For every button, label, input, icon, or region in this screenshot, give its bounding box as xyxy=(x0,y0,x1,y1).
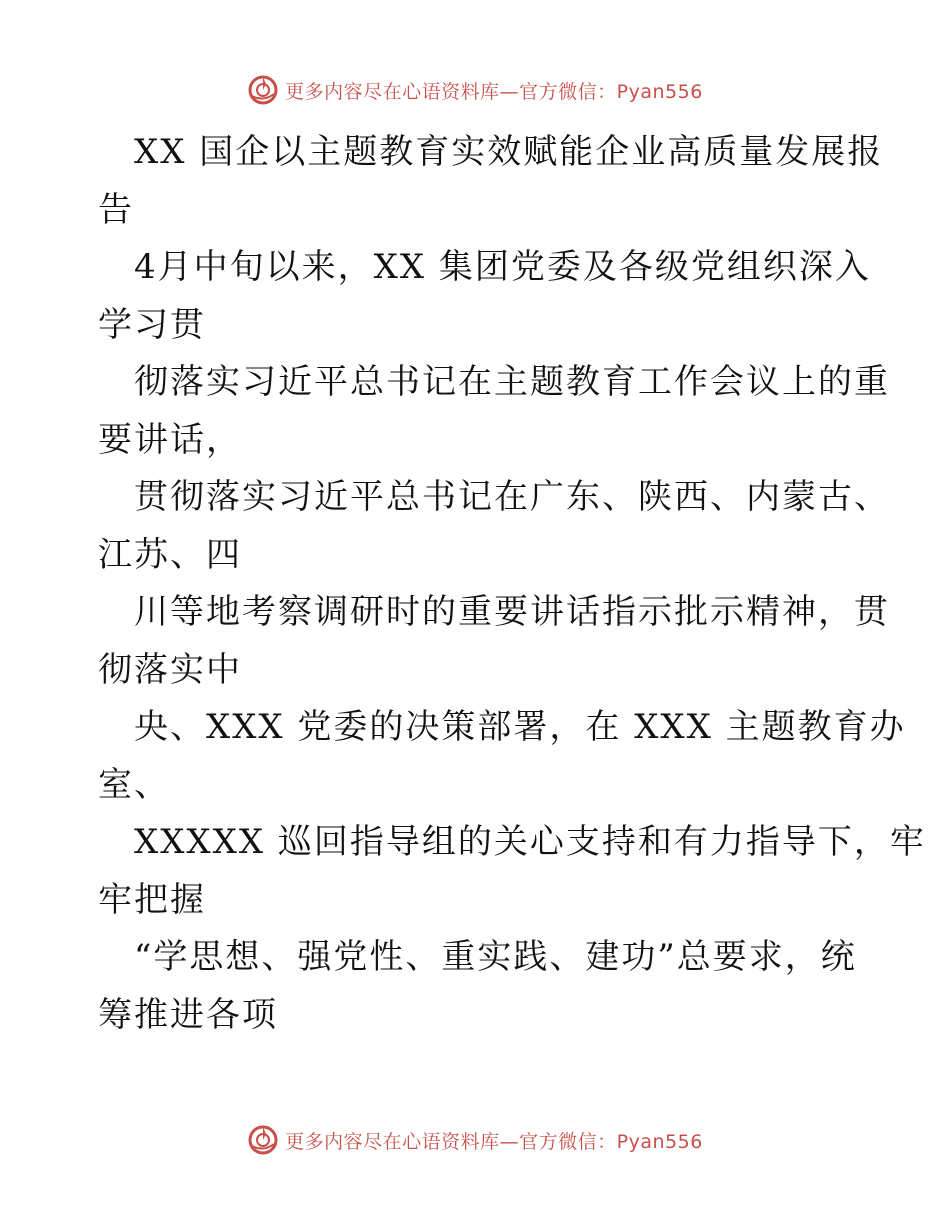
paragraph-line: 牢把握 xyxy=(98,879,206,920)
title-line-1: XX 国企以主题教育实效赋能企业高质量发展报 xyxy=(134,132,884,172)
header-banner-text: 更多内容尽在心语资料库—官方微信：Pyan556 xyxy=(285,80,703,103)
footer-banner-text: 更多内容尽在心语资料库—官方微信：Pyan556 xyxy=(285,1130,703,1153)
paragraph-line: 室、 xyxy=(98,764,170,805)
paragraph-line: XXXXX 巡回指导组的关心支持和有力指导下，牢 xyxy=(134,822,926,862)
paragraph-line: “学思想、强党性、重实践、建功”总要求，统 xyxy=(134,937,857,977)
header-banner xyxy=(0,70,950,110)
paragraph-line: 彻落实习近平总书记在主题教育工作会议上的重 xyxy=(134,362,890,402)
seal-logo-icon xyxy=(247,74,279,106)
paragraph-line: 学习贯 xyxy=(98,304,206,345)
footer-banner xyxy=(0,1120,950,1160)
paragraph-line: 贯彻落实习近平总书记在广东、陕西、内蒙古、 xyxy=(134,477,890,517)
paragraph-line: 江苏、四 xyxy=(98,534,242,575)
paragraph-line: 筹推进各项 xyxy=(98,994,278,1035)
paragraph-line: 4月中旬以来，XX 集团党委及各级党组织深入 xyxy=(134,247,871,287)
document-body xyxy=(98,124,926,1044)
seal-logo-icon xyxy=(247,1124,279,1156)
paragraph-line: 川等地考察调研时的重要讲话指示批示精神，贯 xyxy=(134,592,890,632)
paragraph-line: 央、XXX 党委的决策部署，在 XXX 主题教育办 xyxy=(134,707,906,747)
title-line-2: 告 xyxy=(98,189,134,230)
paragraph-line: 要讲话， xyxy=(98,419,242,460)
paragraph-line: 彻落实中 xyxy=(98,649,242,690)
